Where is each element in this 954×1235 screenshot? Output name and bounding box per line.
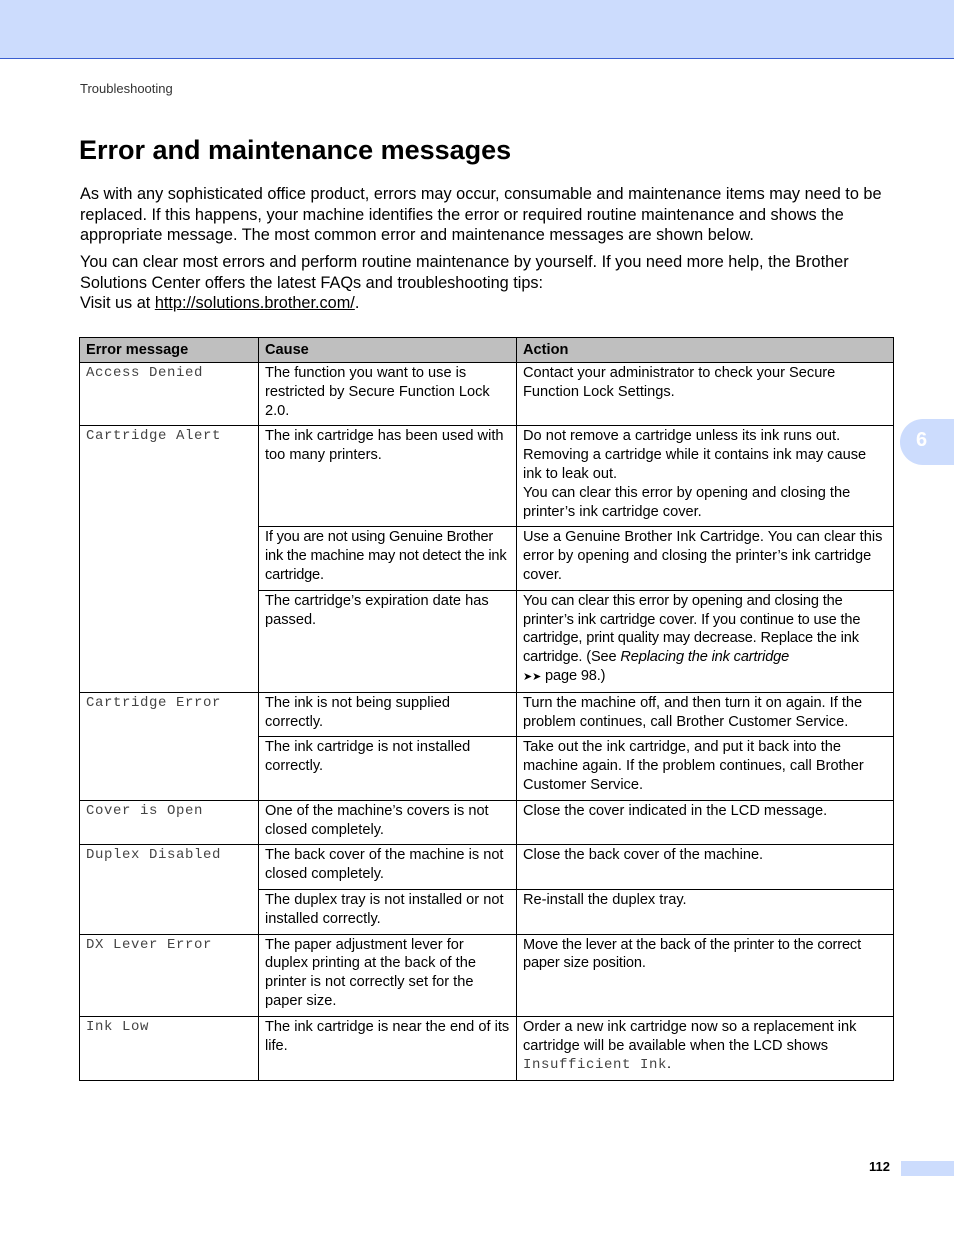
cause-cell: The cartridge’s expiration date has passed. (259, 590, 517, 692)
double-arrow-icon: ➤➤ (523, 670, 542, 683)
error-message-cell: Access Denied (80, 363, 259, 426)
page-number: 112 (869, 1159, 890, 1174)
error-message-cell: DX Lever Error (80, 934, 259, 1016)
chapter-number: 6 (916, 429, 928, 451)
cause-cell: If you are not using Genuine Brother ink the machine may not detect the ink cartridge. (259, 527, 517, 590)
error-message-cell: Ink Low (80, 1016, 259, 1080)
action-cell: Turn the machine off, and then turn it on again. If the problem continues, call Brother Customer Service. (517, 692, 894, 737)
visit-prefix: Visit us at (80, 294, 155, 312)
table-row (80, 692, 894, 737)
help-text: You can clear most errors and perform routine maintenance by yourself. If you need more help, the Brother Solutions Center offers the latest FAQs and troubleshooting tips: (80, 253, 849, 292)
action-cell (517, 1016, 894, 1080)
table-row (80, 1016, 894, 1080)
cause-cell: The paper adjustment lever for duplex printing at the back of the printer is not correctly set for the paper size. (259, 934, 517, 1016)
cause-cell: The ink is not being supplied correctly. (259, 692, 517, 737)
error-messages-table (79, 337, 894, 1081)
action-cell: Take out the ink cartridge, and put it back into the machine again. If the problem continues, call Brother Customer Service. (517, 737, 894, 800)
cross-reference-link[interactable]: Replacing the ink cartridge (620, 649, 790, 666)
header-error-message: Error message (80, 338, 259, 363)
header-band (0, 0, 954, 59)
table-row (80, 800, 894, 845)
action-cell: Move the lever at the back of the printer to the correct paper size position. (517, 934, 894, 1016)
action-text: . (667, 1056, 672, 1073)
action-cell: Contact your administrator to check your Secure Function Lock Settings. (517, 363, 894, 426)
page-title: Error and maintenance messages (79, 135, 512, 165)
error-message-cell: Cover is Open (80, 800, 259, 845)
visit-suffix: . (354, 294, 360, 312)
intro-paragraph: As with any sophisticated office product, errors may occur, consumable and maintenance items may need to be replaced. If this happens, your machine identifies the error or required routine maintenance and shows the appropriate message. The most common error and maintenance messages are shown below. (80, 185, 882, 244)
cause-cell: The ink cartridge is not installed correctly. (259, 737, 517, 800)
error-message-cell: Duplex Disabled (80, 845, 259, 934)
chapter-tab (900, 419, 954, 465)
table-row (80, 363, 894, 426)
table-row (80, 845, 894, 890)
table-header-row (80, 338, 894, 363)
cause-cell: The function you want to use is restricted by Secure Function Lock 2.0. (259, 363, 517, 426)
action-cell: Close the back cover of the machine. (517, 845, 894, 890)
cause-cell: The ink cartridge has been used with too many printers. (259, 426, 517, 527)
action-cell: Close the cover indicated in the LCD message. (517, 800, 894, 845)
action-text: You can clear this error by opening and closing the printer’s ink cartridge cover. If you continue to use the cartridge, print quality may decrease. Replace the ink cartridge. (See (523, 592, 861, 666)
table-row (80, 426, 894, 527)
lcd-message: Insufficient Ink (523, 1057, 668, 1074)
cause-cell: One of the machine’s covers is not closed completely. (259, 800, 517, 845)
action-cell: Re-install the duplex tray. (517, 889, 894, 934)
action-cell (517, 590, 894, 692)
action-text: You can clear this error by opening and closing the printer’s ink cartridge cover. (523, 484, 851, 520)
header-cause: Cause (259, 338, 517, 363)
cause-cell: The back cover of the machine is not closed completely. (259, 845, 517, 890)
table-row (80, 934, 894, 1016)
header-action: Action (517, 338, 894, 363)
action-cell: Use a Genuine Brother Ink Cartridge. You can clear this error by opening and closing the printer’s ink cartridge cover. (517, 527, 894, 590)
page-reference: page 98.) (541, 667, 606, 684)
error-message-cell: Cartridge Error (80, 692, 259, 800)
page-number-bar (901, 1161, 954, 1176)
action-text: Order a new ink cartridge now so a replacement ink cartridge will be available when the LCD shows (523, 1018, 857, 1054)
solutions-center-link[interactable]: http://solutions.brother.com/ (154, 294, 355, 312)
error-message-cell: Cartridge Alert (80, 426, 259, 692)
cause-cell: The duplex tray is not installed or not installed correctly. (259, 889, 517, 934)
action-cell (517, 426, 894, 527)
breadcrumb: Troubleshooting (80, 81, 173, 96)
action-text: Do not remove a cartridge unless its ink runs out. Removing a cartridge while it contains ink may cause ink to leak out. (523, 428, 867, 482)
help-paragraph (80, 252, 895, 314)
cause-cell: The ink cartridge is near the end of its life. (259, 1016, 517, 1080)
